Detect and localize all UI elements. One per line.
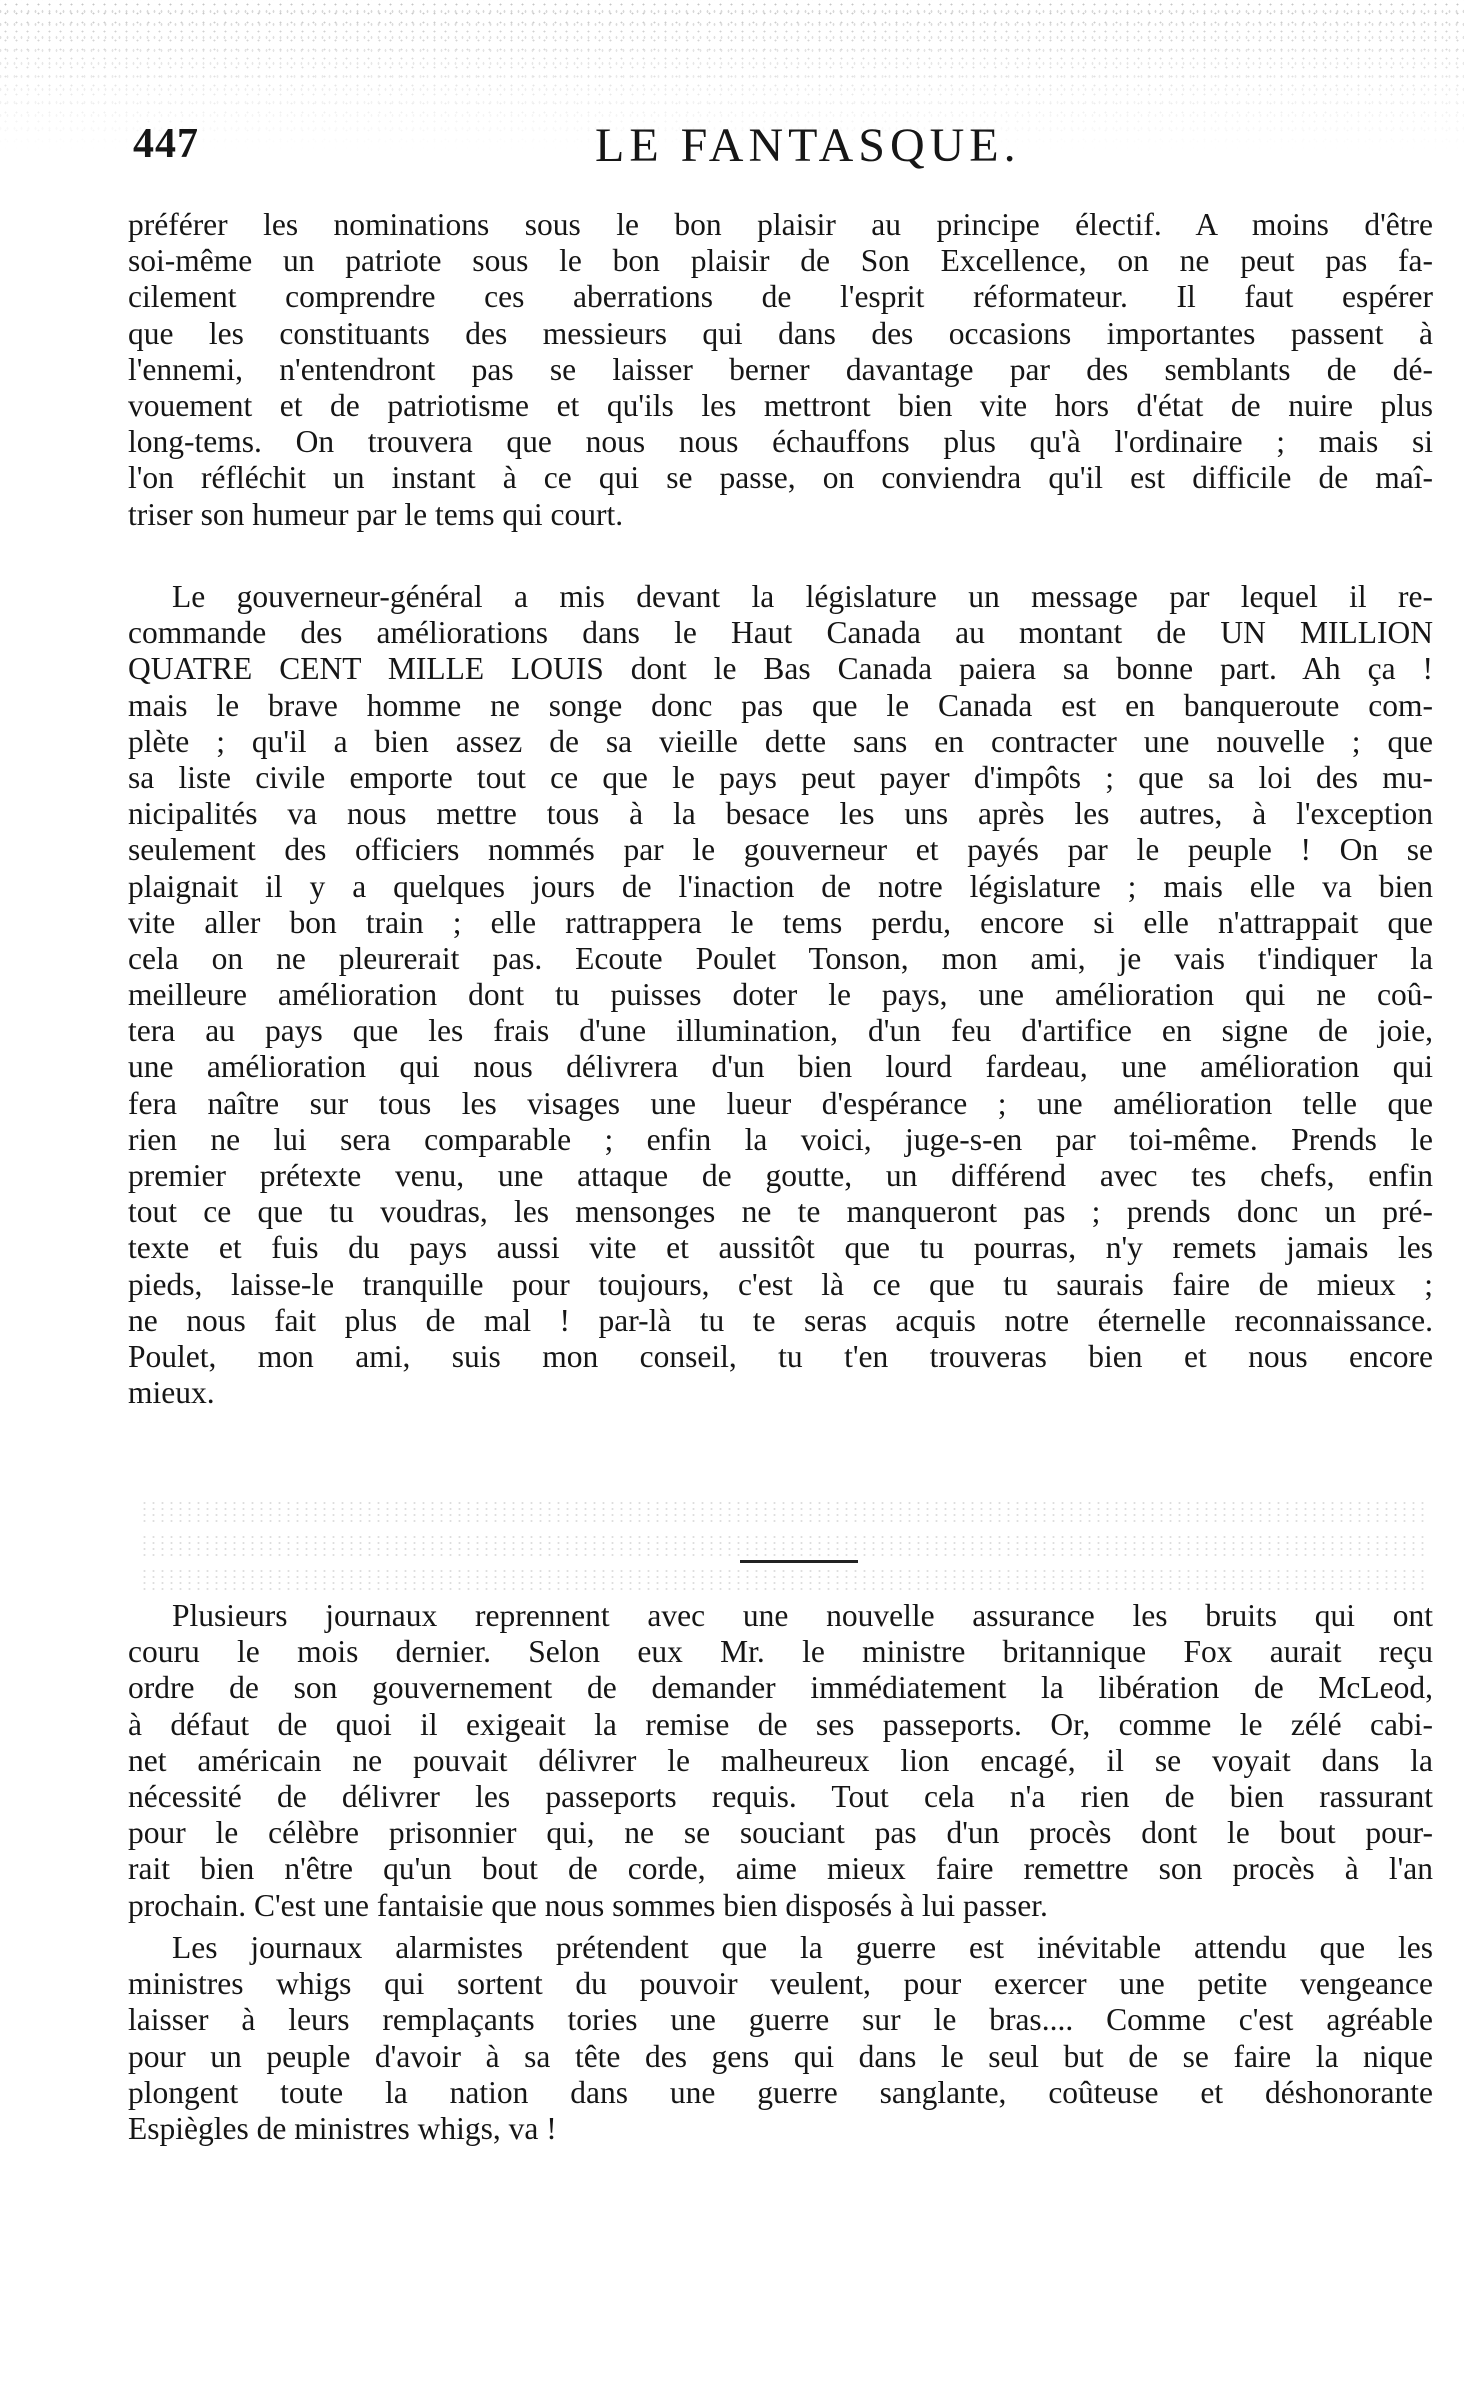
text-line: Le gouverneur-général a mis devant la législature un message par lequel il re- [172, 579, 1433, 614]
section-divider [740, 1560, 858, 1563]
text-line: préférer les nominations sous le bon plaisir au principe électif. A moins d'être [128, 207, 1433, 242]
text-line: seulement des officiers nommés par le gouverneur et payés par le peuple ! On se [128, 832, 1433, 868]
text-line: que les constituants des messieurs qui dans des occasions importantes passent à [128, 315, 1433, 351]
text-line: soi-même un patriote sous le bon plaisir de Son Excellence, on ne peut pas fa- [128, 243, 1433, 279]
text-line: Les journaux alarmistes prétendent que la guerre est inévitable attendu que les [172, 1930, 1433, 1965]
text-line: plaignait il y a quelques jours de l'inaction de notre législature ; mais elle va bien [128, 868, 1433, 904]
text-line: mais le brave homme ne songe donc pas que le Canada est en banqueroute com- [128, 687, 1433, 723]
text-line: pour le célèbre prisonnier qui, ne se souciant pas d'un procès dont le bout pour- [128, 1815, 1433, 1851]
text-line: cela on ne pleurerait pas. Ecoute Poulet Tonson, mon ami, je vais t'indiquer la [128, 940, 1433, 976]
text-line: triser son humeur par le tems qui court. [128, 496, 624, 532]
text-line: pour un peuple d'avoir à sa tête des gens qui dans le seul but de se faire la nique [128, 2038, 1433, 2074]
text-line: tout ce que tu voudras, les mensonges ne te manqueront pas ; prends donc un pré- [128, 1194, 1433, 1230]
text-line: rait bien n'être qu'un bout de corde, aime mieux faire remettre son procès à l'an [128, 1851, 1433, 1887]
text-line: commande des améliorations dans le Haut Canada au montant de UN MILLION [128, 615, 1433, 651]
paragraph-1 [128, 207, 1433, 533]
paragraph-4 [128, 1930, 1433, 2147]
text-line: long-tems. On trouvera que nous nous échauffons plus qu'à l'ordinaire ; mais si [128, 424, 1433, 460]
text-line: Plusieurs journaux reprennent avec une nouvelle assurance les bruits qui ont [172, 1598, 1433, 1633]
paragraph-3 [128, 1598, 1433, 1924]
text-line: prochain. C'est une fantaisie que nous sommes bien disposés à lui passer. [128, 1887, 1048, 1923]
scan-bleedthrough [140, 1568, 1430, 1590]
text-line: Espiègles de ministres whigs, va ! [128, 2110, 557, 2146]
running-title: LE FANTASQUE. [595, 119, 1021, 172]
text-line: couru le mois dernier. Selon eux Mr. le ministre britannique Fox aurait reçu [128, 1634, 1433, 1670]
text-line: premier prétexte venu, une attaque de goutte, un différend avec tes chefs, enfin [128, 1158, 1433, 1193]
text-line: nécessité de délivrer les passeports requis. Tout cela n'a rien de bien rassurant [128, 1778, 1433, 1814]
text-line: ordre de son gouvernement de demander immédiatement la libération de McLeod, [128, 1670, 1433, 1706]
text-line: Poulet, mon ami, suis mon conseil, tu t'en trouveras bien et nous encore [128, 1338, 1433, 1374]
text-line: une amélioration qui nous délivrera d'un bien lourd fardeau, une amélioration qui [128, 1049, 1433, 1085]
text-line: pieds, laisse-le tranquille pour toujours, c'est là ce que tu saurais faire de mieux ; [128, 1266, 1433, 1302]
text-line: cilement comprendre ces aberrations de l'esprit réformateur. Il faut espérer [128, 279, 1433, 315]
page-header [125, 112, 1345, 172]
text-line: fera naître sur tous les visages une lueur d'espérance ; une amélioration telle que [128, 1085, 1433, 1121]
text-line: l'ennemi, n'entendront pas se laisser berner davantage par des semblants de dé- [128, 351, 1433, 387]
text-line: à défaut de quoi il exigeait la remise de ses passeports. Or, comme le zélé cabi- [128, 1706, 1433, 1742]
page-number: 447 [133, 121, 199, 167]
text-line: tera au pays que les frais d'une illumination, d'un feu d'artifice en signe de joie, [128, 1013, 1433, 1049]
scan-bleedthrough [140, 1500, 1430, 1522]
text-line: mieux. [128, 1375, 215, 1411]
text-line: plète ; qu'il a bien assez de sa vieille dette sans en contracter une nouvelle ; que [128, 723, 1433, 759]
text-line: texte et fuis du pays aussi vite et aussitôt que tu pourras, n'y remets jamais les [128, 1230, 1433, 1266]
text-line: sa liste civile emporte tout ce que le pays peut payer d'impôts ; que sa loi des mu- [128, 759, 1433, 795]
text-line: laisser à leurs remplaçants tories une guerre sur le bras.... Comme c'est agréable [128, 2002, 1433, 2038]
paragraph-2 [128, 579, 1433, 1411]
text-line: net américain ne pouvait délivrer le malheureux lion encagé, il se voyait dans la [128, 1742, 1433, 1778]
text-line: nicipalités va nous mettre tous à la besace les uns après les autres, à l'exception [128, 796, 1433, 832]
text-line: meilleure amélioration dont tu puisses doter le pays, une amélioration qui ne coû- [128, 977, 1433, 1013]
text-line: rien ne lui sera comparable ; enfin la voici, juge-s-en par toi-même. Prends le [128, 1121, 1433, 1157]
text-line: vite aller bon train ; elle rattrappera le tems perdu, encore si elle n'attrappait que [128, 904, 1433, 940]
text-line: vouement et de patriotisme et qu'ils les mettront bien vite hors d'état de nuire plus [128, 387, 1433, 423]
text-line: plongent toute la nation dans une guerre sanglante, coûteuse et déshonorante [128, 2074, 1433, 2110]
text-line: ministres whigs qui sortent du pouvoir veulent, pour exercer une petite vengeance [128, 1966, 1433, 2002]
text-line: QUATRE CENT MILLE LOUIS dont le Bas Canada paiera sa bonne part. Ah ça ! [128, 651, 1433, 687]
text-line: l'on réfléchit un instant à ce qui se passe, on conviendra qu'il est difficile de maî- [128, 460, 1433, 496]
text-line: ne nous fait plus de mal ! par-là tu te seras acquis notre éternelle reconnaissance. [128, 1302, 1433, 1338]
scan-bleedthrough [140, 1534, 1430, 1556]
